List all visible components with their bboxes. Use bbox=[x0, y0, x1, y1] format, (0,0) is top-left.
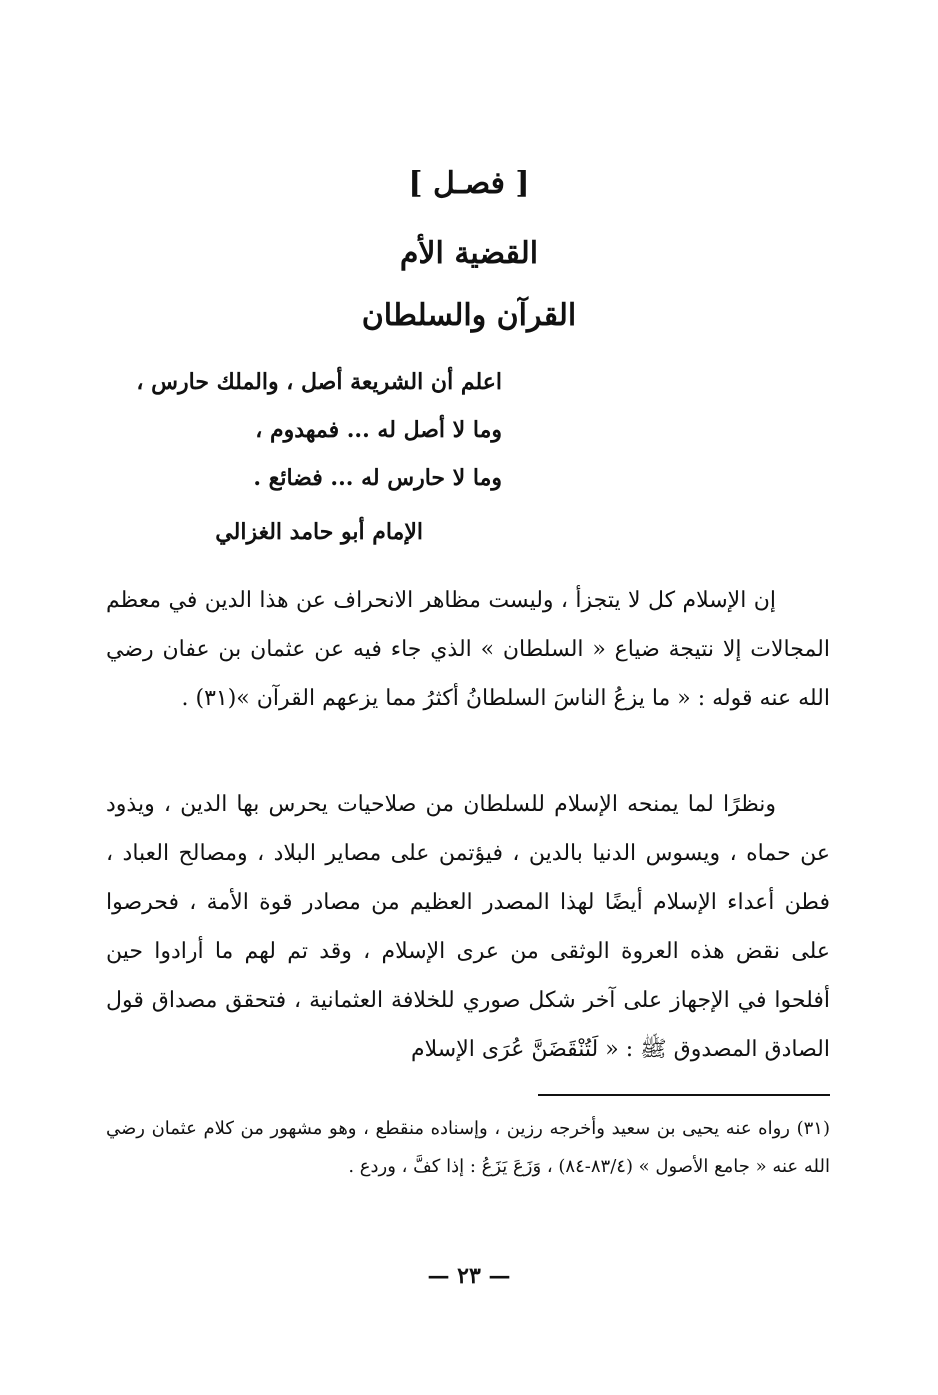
page-number: — ٢٣ — bbox=[427, 1263, 511, 1289]
body-paragraph: إن الإسلام كل لا يتجزأ ، وليست مظاهر الانحراف عن هذا الدين في معظم المجالات إلا نتيجة ضياع « السلطان » الذي جاء فيه عن عثمان بن عفان رضي الله عنه قوله : « ما يزعُ الناسَ السلطانُ أكثرُ مما يزعهم القرآن »(٣١) . bbox=[106, 588, 830, 711]
footnote: (٣١) رواه عنه يحيى بن سعيد وأخرجه رزين ، وإسناده منقطع ، وهو مشهور من كلام عثمان رضي الله عنه « جامع الأصول » (٨٣/٤-٨٤) ، وَزَعَ يَزَعُ : إذا كفَّ ، وردع . bbox=[106, 1118, 830, 1177]
footnote-separator bbox=[538, 1094, 830, 1096]
section-marker: [ فصـل ] bbox=[408, 166, 530, 201]
epigraph-author: الإمام أبو حامد الغزالي bbox=[215, 519, 423, 545]
epigraph-line: وما لا أصل له ... فمهدوم ، bbox=[255, 417, 502, 443]
epigraph-line: اعلم أن الشريعة أصل ، والملك حارس ، bbox=[136, 369, 502, 395]
chapter-subtitle: القرآن والسلطان bbox=[361, 298, 577, 333]
chapter-title: القضية الأم bbox=[399, 236, 539, 271]
body-paragraph: ونظرًا لما يمنحه الإسلام للسلطان من صلاحيات يحرس بها الدين ، ويذود عن حماه ، ويسوس الدنيا بالدين ، فيؤتمن على مصاير البلاد ، ومصالح العباد ، فطن أعداء الإسلام أيضًا لهذا المصدر العظيم من مصادر قوة الأمة ، فحرصوا على نقض هذه العروة الوثقى من عرى الإسلام ، وقد تم لهم ما أرادوا حين أفلحوا في الإجهاز على آخر شكل صوري للخلافة العثمانية ، فتحقق مصداق قول الصادق المصدوق ﷺ : « لَتُنْقَضَنَّ عُرَى الإسلام bbox=[106, 792, 830, 1062]
epigraph-line: وما لا حارس له ... فضائع . bbox=[253, 465, 502, 491]
